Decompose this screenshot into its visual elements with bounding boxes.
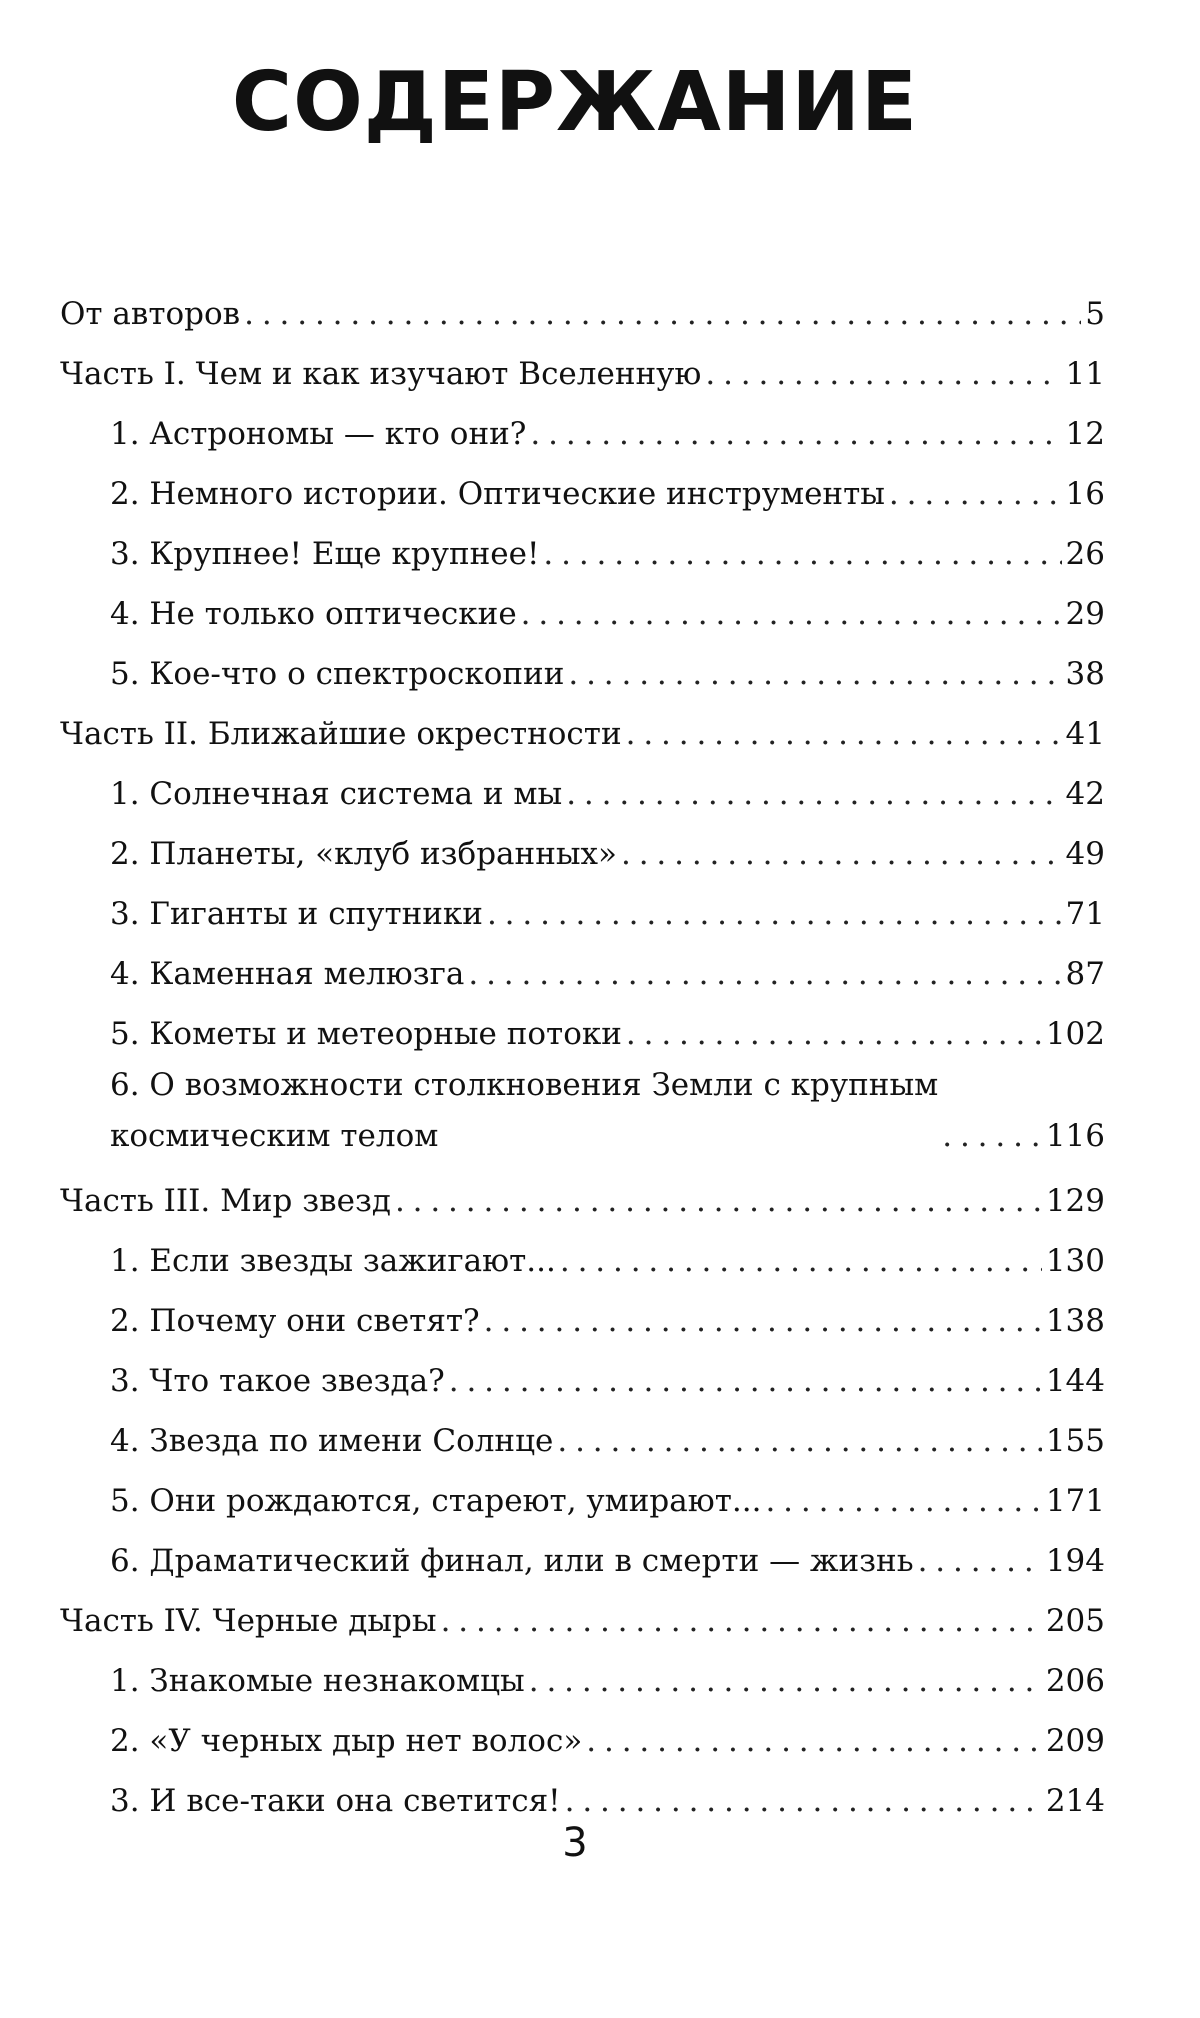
- toc-entry-part-2-ch-4: [60, 940, 1105, 1000]
- toc-entry-part-4-ch-2: [60, 1707, 1105, 1767]
- toc-entry-part-3-ch-5: [60, 1467, 1105, 1527]
- toc-leader-dots: [468, 949, 1061, 1000]
- toc-entry-part-3: [60, 1167, 1105, 1227]
- toc-leader-dots: [449, 1356, 1042, 1407]
- toc-entry-title: 1. Астрономы — кто они?: [110, 416, 527, 452]
- toc-entry-title: Часть IV. Черные дыры: [60, 1603, 437, 1639]
- toc-entry-part-1-ch-3: [60, 520, 1105, 580]
- toc-leader-dots: [705, 349, 1061, 400]
- toc-leader-dots: [568, 649, 1061, 700]
- page-title: СОДЕРЖАНИЕ: [231, 55, 919, 150]
- toc-entry-part-3-ch-1: [60, 1227, 1105, 1287]
- toc-leader-dots: [626, 1009, 1042, 1060]
- toc-leader-dots: [586, 1716, 1042, 1767]
- toc-entry-title: 3. Крупнее! Еще крупнее!: [110, 536, 540, 572]
- toc-entry-title-line-2: космическим телом: [110, 1118, 439, 1154]
- toc-leader-dots: [487, 889, 1062, 940]
- toc-entry-page: 144: [1045, 1363, 1105, 1399]
- toc-leader-dots: [543, 529, 1061, 580]
- toc-leader-dots: [560, 1236, 1042, 1287]
- toc-leader-dots: [626, 709, 1062, 760]
- toc-entry-page: 138: [1045, 1303, 1105, 1339]
- toc-entry-page: 205: [1045, 1603, 1105, 1639]
- toc-entry-title: 4. Не только оптические: [110, 596, 517, 632]
- toc-entry-title: 3. Гиганты и спутники: [110, 896, 483, 932]
- toc-entry-page: 214: [1045, 1783, 1105, 1819]
- toc-entry-page: 49: [1065, 836, 1105, 872]
- toc-leader-dots: [621, 829, 1062, 880]
- toc-leader-dots: [529, 1656, 1042, 1707]
- toc-leader-dots: [530, 409, 1061, 460]
- toc-entry-from-authors: [60, 280, 1105, 340]
- toc-entry-title: 4. Звезда по имени Солнце: [110, 1423, 554, 1459]
- toc-entry-page: 38: [1065, 656, 1105, 692]
- toc-entry-part-4: [60, 1587, 1105, 1647]
- toc-entry-title: 4. Каменная мелюзга: [110, 956, 465, 992]
- toc-leader-dots: [765, 1476, 1041, 1527]
- toc-entry-title: 2. Планеты, «клуб избранных»: [110, 836, 617, 872]
- toc-entry-page: 71: [1065, 896, 1105, 932]
- toc-entry-title: 5. Они рождаются, стареют, умирают...: [110, 1483, 762, 1519]
- toc-entry-page: 206: [1045, 1663, 1105, 1699]
- toc-leader-dots: [566, 769, 1061, 820]
- toc-entry-page: 87: [1065, 956, 1105, 992]
- toc-entry-title: 1. Знакомые незнакомцы: [110, 1663, 525, 1699]
- toc-leader-dots: [521, 589, 1062, 640]
- toc-leader-dots: [395, 1176, 1042, 1227]
- toc-entry-part-2-ch-5: [60, 1000, 1105, 1060]
- toc-entry-page: 129: [1045, 1183, 1105, 1219]
- toc-leader-dots: [918, 1536, 1042, 1587]
- toc-entry-title: Часть III. Мир звезд: [60, 1183, 391, 1219]
- toc-entry-title: Часть II. Ближайшие окрестности: [60, 716, 622, 752]
- toc-entry-title: 1. Солнечная система и мы: [110, 776, 563, 812]
- toc-entry-page: 194: [1045, 1543, 1105, 1579]
- toc-entry-part-2-ch-6: [60, 1060, 1105, 1162]
- toc-leader-dots: [484, 1296, 1042, 1347]
- page-number: 3: [562, 1820, 588, 1866]
- toc-entry-page: 5: [1085, 296, 1105, 332]
- toc-entry-page: 130: [1045, 1243, 1105, 1279]
- toc-leader-dots: [557, 1416, 1041, 1467]
- toc-entry-title: 5. Кое-что о спектроскопии: [110, 656, 565, 692]
- toc-entry-title: 2. Почему они светят?: [110, 1303, 480, 1339]
- toc-entry-part-1-ch-4: [60, 580, 1105, 640]
- toc-entry-page: 155: [1045, 1423, 1105, 1459]
- toc-entry-part-1: [60, 340, 1105, 400]
- toc-entry-part-1-ch-5: [60, 640, 1105, 700]
- toc-entry-part-3-ch-6: [60, 1527, 1105, 1587]
- toc-entry-page: 26: [1065, 536, 1105, 572]
- table-of-contents: [60, 280, 1105, 1827]
- toc-entry-part-2-ch-2: [60, 820, 1105, 880]
- toc-entry-title: 3. И все-таки она светится!: [110, 1783, 561, 1819]
- toc-leader-dots: [942, 1111, 1042, 1162]
- toc-entry-part-3-ch-4: [60, 1407, 1105, 1467]
- toc-entry-title: 1. Если звезды зажигают...: [110, 1243, 556, 1279]
- toc-entry-page: 29: [1065, 596, 1105, 632]
- toc-entry-page: 11: [1065, 356, 1105, 392]
- toc-entry-page: 12: [1065, 416, 1105, 452]
- toc-leader-dots: [441, 1596, 1042, 1647]
- toc-entry-part-2: [60, 700, 1105, 760]
- toc-entry-title: 2. «У черных дыр нет волос»: [110, 1723, 583, 1759]
- toc-entry-part-3-ch-3: [60, 1347, 1105, 1407]
- toc-entry-page: 42: [1065, 776, 1105, 812]
- toc-entry-title: [110, 1060, 938, 1162]
- toc-entry-part-4-ch-3: [60, 1767, 1105, 1827]
- toc-entry-page: 171: [1045, 1483, 1105, 1519]
- toc-entry-part-1-ch-2: [60, 460, 1105, 520]
- toc-entry-part-4-ch-1: [60, 1647, 1105, 1707]
- toc-entry-page: 16: [1065, 476, 1105, 512]
- toc-entry-page: 116: [1045, 1118, 1105, 1154]
- toc-entry-title: Часть I. Чем и как изучают Вселенную: [60, 356, 702, 392]
- toc-entry-title: 2. Немного истории. Оптические инструменты: [110, 476, 885, 512]
- toc-entry-part-3-ch-2: [60, 1287, 1105, 1347]
- toc-leader-dots: [889, 469, 1062, 520]
- toc-leader-dots: [244, 289, 1081, 340]
- toc-entry-page: 102: [1045, 1016, 1105, 1052]
- toc-entry-part-1-ch-1: [60, 400, 1105, 460]
- toc-entry-page: 41: [1065, 716, 1105, 752]
- toc-entry-title-line-1: 6. О возможности столкновения Земли с крупным: [110, 1067, 939, 1103]
- toc-entry-title: 3. Что такое звезда?: [110, 1363, 445, 1399]
- toc-entry-title: 6. Драматический финал, или в смерти — жизнь: [110, 1543, 914, 1579]
- toc-entry-part-2-ch-1: [60, 760, 1105, 820]
- toc-entry-title: От авторов: [60, 296, 241, 332]
- toc-entry-title: 5. Кометы и метеорные потоки: [110, 1016, 622, 1052]
- toc-entry-page: 209: [1045, 1723, 1105, 1759]
- toc-entry-part-2-ch-3: [60, 880, 1105, 940]
